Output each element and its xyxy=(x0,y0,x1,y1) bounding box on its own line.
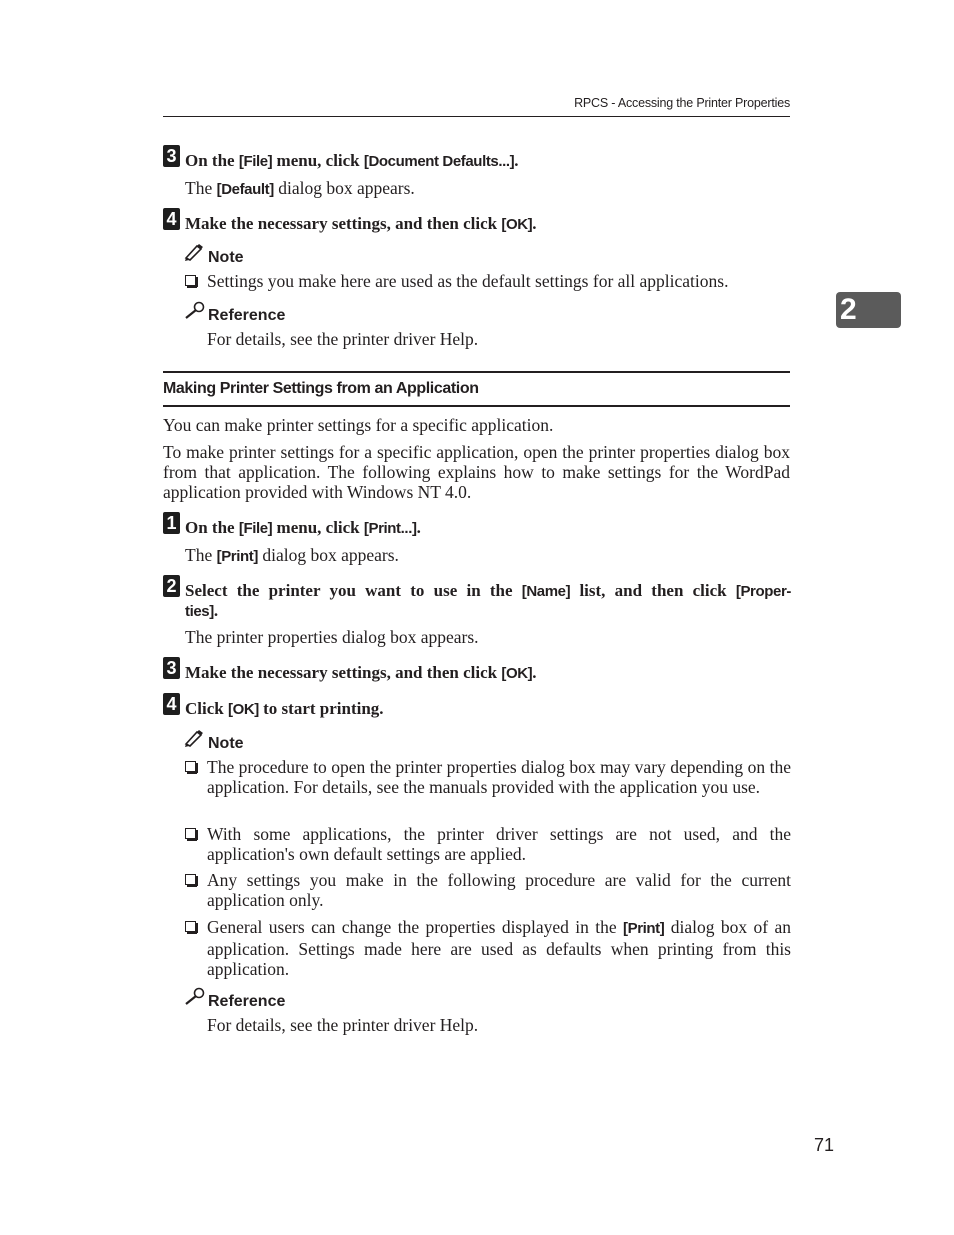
checkbox-bullet-icon xyxy=(185,828,196,839)
reference-text: For details, see the printer driver Help. xyxy=(207,1015,479,1035)
chapter-tab: 2 xyxy=(836,292,901,328)
pencil-icon xyxy=(184,729,204,747)
step-result: The printer properties dialog box appears. xyxy=(185,627,479,647)
step-instruction: Make the necessary settings, and then click [OK]. xyxy=(185,663,537,682)
note-item: General users can change the properties displayed in the [Print] dialog box of an application. Settings made here are used as defaults when printing from this application. xyxy=(207,917,791,979)
step-instruction-continued: ties]. xyxy=(185,601,219,620)
note-item: With some applications, the printer driver settings are not used, and the application's own default settings are applied. xyxy=(207,824,791,864)
checkbox-bullet-icon xyxy=(185,921,196,932)
section-heading: Making Printer Settings from an Application xyxy=(163,371,790,407)
running-header: RPCS - Accessing the Printer Properties xyxy=(163,96,790,117)
note-label: Note xyxy=(208,735,244,753)
step-instruction: Click [OK] to start printing. xyxy=(185,699,384,718)
step-instruction: Make the necessary settings, and then click [OK]. xyxy=(185,214,537,233)
step-number-badge: 1 xyxy=(163,512,180,534)
step-number-badge: 4 xyxy=(163,208,180,230)
note-item: Settings you make here are used as the default settings for all applications. xyxy=(207,271,791,291)
magnifier-icon xyxy=(184,301,206,319)
section-paragraph: To make printer settings for a specific application, open the printer properties dialog box from that application. The following explains how to make settings for the WordPad application provided with Windows NT 4.0. xyxy=(163,442,790,502)
step-number-badge: 3 xyxy=(163,657,180,679)
step-number-badge: 2 xyxy=(163,575,180,597)
pencil-icon xyxy=(184,243,204,261)
note-item: The procedure to open the printer properties dialog box may vary depending on the application. For details, see the manuals provided with the application you use. xyxy=(207,757,791,797)
reference-text: For details, see the printer driver Help. xyxy=(207,329,479,349)
reference-label: Reference xyxy=(208,307,285,325)
checkbox-bullet-icon xyxy=(185,874,196,885)
note-item: Any settings you make in the following procedure are valid for the current application only. xyxy=(207,870,791,910)
checkbox-bullet-icon xyxy=(185,761,196,772)
reference-label: Reference xyxy=(208,993,285,1011)
step-instruction: On the [File] menu, click [Print...]. xyxy=(185,518,421,537)
step-instruction: On the [File] menu, click [Document Defaults...]. xyxy=(185,151,519,170)
step-result: The [Default] dialog box appears. xyxy=(185,178,415,198)
checkbox-bullet-icon xyxy=(185,275,196,286)
step-number-badge: 4 xyxy=(163,693,180,715)
magnifier-icon xyxy=(184,987,206,1005)
step-instruction: Select the printer you want to use in the [Name] list, and then click [Proper- xyxy=(185,581,791,600)
step-result: The [Print] dialog box appears. xyxy=(185,545,399,565)
note-label: Note xyxy=(208,249,244,267)
section-intro: You can make printer settings for a specific application. xyxy=(163,415,554,435)
step-number-badge: 3 xyxy=(163,145,180,167)
page-number: 71 xyxy=(813,1135,834,1155)
